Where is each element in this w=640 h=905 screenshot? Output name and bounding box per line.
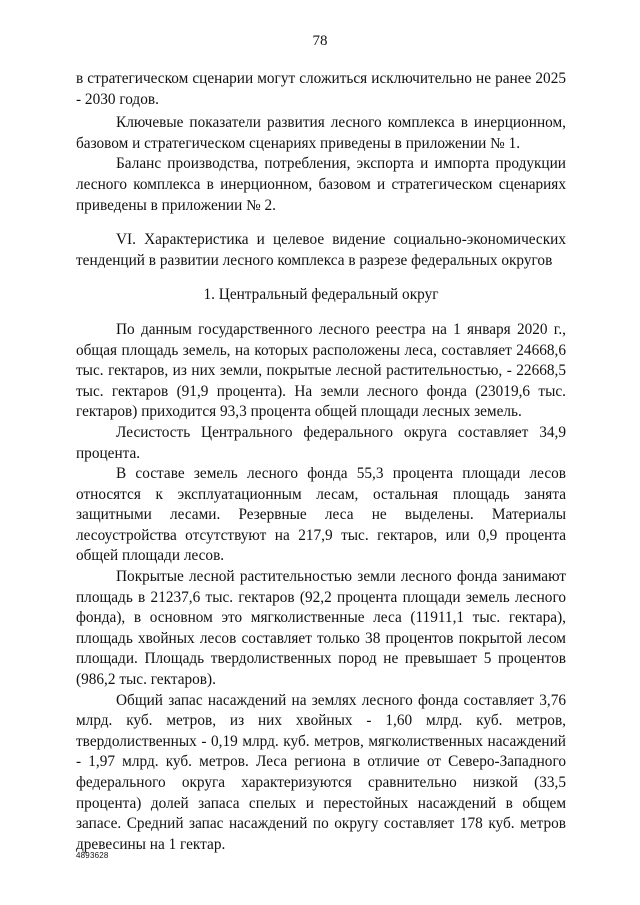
paragraph-forest-cover: Лесистость Центрального федерального округа составляет 34,9 процента. bbox=[76, 423, 566, 462]
paragraph-forest-fund: В составе земель лесного фонда 55,3 процента площади лесов относятся к эксплуатационным лесам, остальная площадь занята защитными лесами. Резервные леса не выделены. Материалы лесоустройства отсутствуют на 217,9 тыс. гектаров, или 0,9 процента общей площади лесов. bbox=[76, 465, 566, 565]
paragraph-timber-stock: Общий запас насаждений на землях лесного фонда составляет 3,76 млрд. куб. метров, из них хвойных - 1,60 млрд. куб. метров, твердолиственных - 0,19 млрд. куб. метров, мягколиственных насаждений - 1,97 млрд. куб. метров. Леса региона в отличие от Северо-Западного федерального округа характеризуются сравнительно низкой (33,5 процента) долей запаса спелых и перестойных насаждений в общем запасе. Средний запас насаждений по округу составляет 178 куб. метров древесины на 1 гектар. bbox=[76, 691, 566, 853]
page-body bbox=[76, 69, 566, 855]
paragraph-continuation: в стратегическом сценарии могут сложиться исключительно не ранее 2025 - 2030 годов. bbox=[76, 70, 566, 108]
paragraph-key-indicators: Ключевые показатели развития лесного комплекса в инерционном, базовом и стратегическом сценариях приведены в приложении № 1. bbox=[76, 114, 566, 152]
subsection-heading: 1. Центральный федеральный округ bbox=[203, 286, 439, 304]
paragraph-forest-registry: По данным государственного лесного реестра на 1 января 2020 г., общая площадь земель, на которых расположены леса, составляет 24668,6 тыс. гектаров, из них земли, покрытые лесной растительностью, - 22668,5 тыс. гектаров (91,9 процента). На земли лесного фонда (23019,6 тыс. гектаров) приходится 93,3 процента общей площади лесных земель. bbox=[76, 320, 566, 421]
page-number: 78 bbox=[312, 33, 328, 49]
paragraph-covered-lands: Покрытые лесной растительностью земли лесного фонда занимают площадь в 21237,6 тыс. гектаров (92,2 процента площади земель лесного фонда), в основном это мягколиственные леса (11911,1 тыс. гектара), площадь хвойных лесов составляет только 38 процентов покрытой лесом площади. Площадь твердолиственных пород не превышает 5 процентов (986,2 тыс. гектаров). bbox=[76, 568, 566, 689]
section-heading: VI. Характеристика и целевое видение социально-экономических тенденций в развитии лесного комплекса в разрезе федеральных округов bbox=[76, 231, 566, 269]
document-id: 4893628 bbox=[76, 851, 109, 860]
paragraph-balance: Баланс производства, потребления, экспорта и импорта продукции лесного комплекса в инерционном, базовом и стратегическом сценариях приведены в приложении № 2. bbox=[76, 155, 566, 214]
